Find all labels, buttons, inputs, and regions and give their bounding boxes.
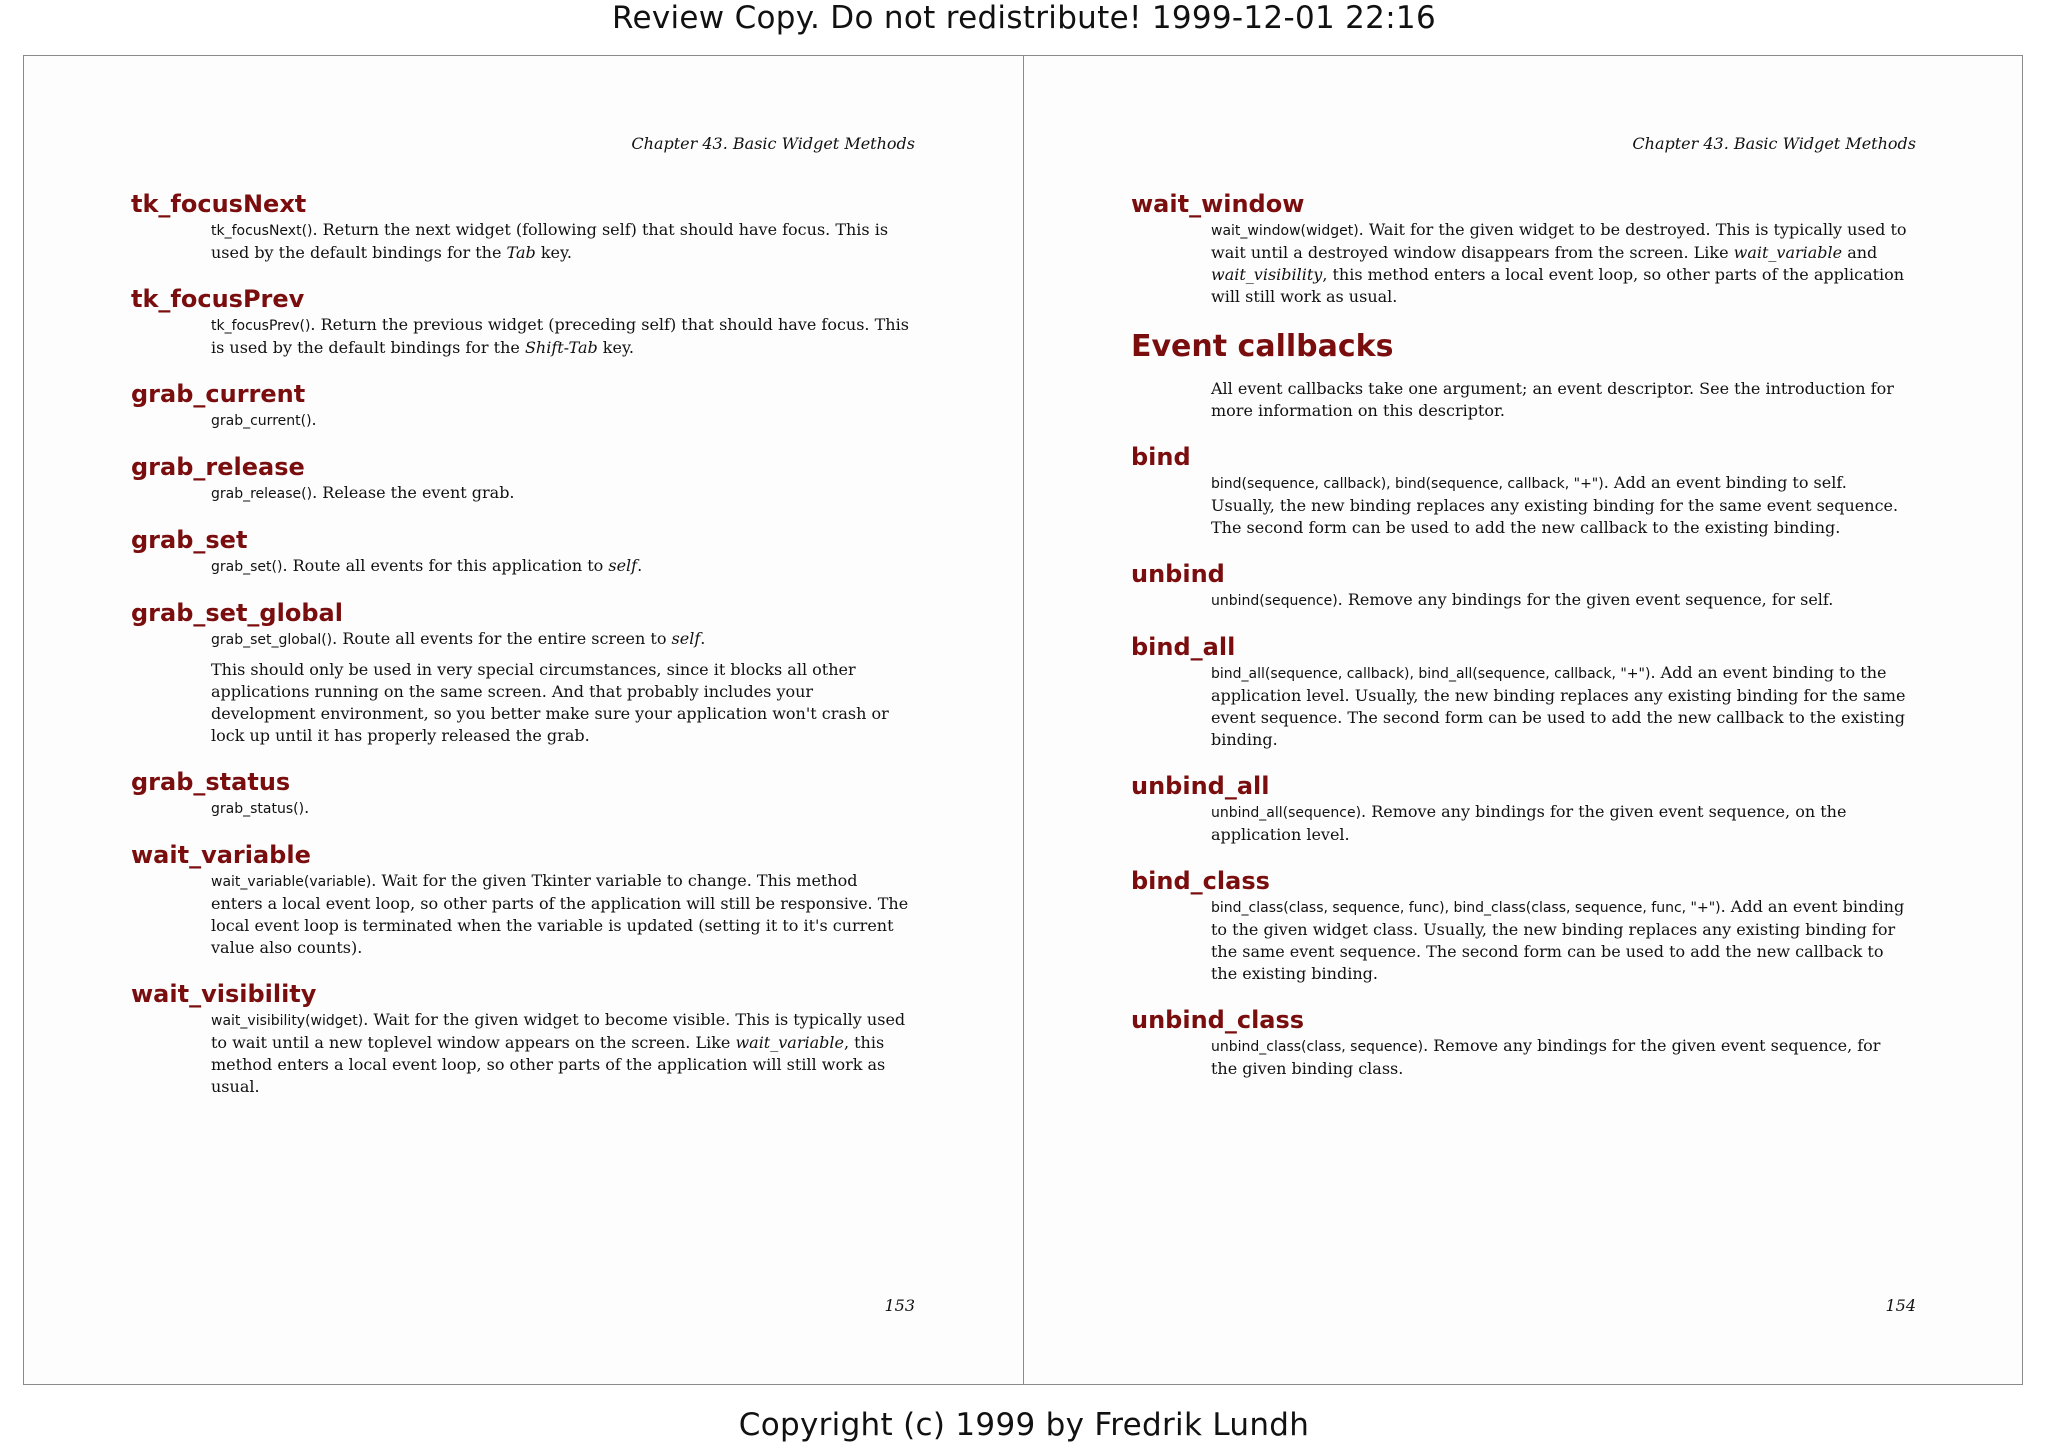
- section-title: tk_focusNext: [131, 190, 307, 218]
- method-signature: grab_current(): [211, 413, 312, 429]
- method-signature: wait_variable(variable): [211, 874, 372, 890]
- section-body: grab_set_global(). Route all events for the entire screen to self.: [211, 629, 706, 648]
- section-title: wait_window: [1131, 190, 1305, 218]
- section-body: wait_variable(variable). Wait for the given Tkinter variable to change. This method enters a local event loop, so other parts of the application will still be responsive. The local event loop is terminated when the variable is updated (setting it to it's current value also counts).: [211, 871, 909, 957]
- method-signature: bind_all(sequence, callback), bind_all(sequence, callback, "+"): [1211, 666, 1651, 682]
- chapter-header: Chapter 43. Basic Widget Methods: [631, 134, 915, 153]
- section-body: wait_visibility(widget). Wait for the given widget to become visible. This is typically used to wait until a new toplevel window appears on the screen. Like wait_variable, this method enters a local event loop, so other parts of the application will still work as usual.: [211, 1010, 906, 1096]
- section-body: grab_status().: [211, 798, 310, 817]
- method-signature: grab_status(): [211, 801, 305, 817]
- section-title: grab_release: [131, 453, 305, 481]
- section-body: grab_release(). Release the event grab.: [211, 483, 515, 502]
- section-intro: All event callbacks take one argument; an event descriptor. See the introduction for more information on this descriptor.: [1211, 379, 1894, 420]
- page-content: [1131, 189, 1931, 1080]
- section-body: bind_class(class, sequence, func), bind_class(class, sequence, func, "+"). Add an event binding to the given widget class. Usually, the new binding replaces any existing binding for the same event sequence. The second form can be used to add the new callback to the existing binding.: [1211, 897, 1905, 983]
- section-body: unbind_class(class, sequence). Remove any bindings for the given event sequence, for the given binding class.: [1211, 1036, 1881, 1078]
- section-title: unbind_all: [1131, 772, 1270, 800]
- method-signature: unbind_all(sequence): [1211, 805, 1362, 821]
- method-signature: bind_class(class, sequence, func), bind_class(class, sequence, func, "+"): [1211, 900, 1721, 916]
- page-number: 153: [884, 1296, 915, 1315]
- chapter-header: Chapter 43. Basic Widget Methods: [1632, 134, 1916, 153]
- section-title: grab_set: [131, 526, 248, 554]
- section-title: wait_variable: [131, 841, 311, 869]
- section-body: bind(sequence, callback), bind(sequence, callback, "+"). Add an event binding to self. Usually, the new binding replaces any existing binding for the same event sequence. The second form can be used to add the new callback to the existing binding.: [1211, 473, 1899, 537]
- section-body: grab_current().: [211, 410, 317, 429]
- section-title: unbind_class: [1131, 1006, 1305, 1034]
- page-153: [24, 56, 1024, 1384]
- section-title: grab_set_global: [131, 599, 343, 627]
- section-note: This should only be used in very special circumstances, since it blocks all other applications running on the same screen. And that probably includes your development environment, so you better make sure your application won't crash or lock up until it has properly released the grab.: [211, 660, 889, 745]
- section-title: grab_status: [131, 768, 291, 796]
- book-spread: [23, 55, 2023, 1385]
- section-body: tk_focusNext(). Return the next widget (following self) that should have focus. This is used by the default bindings for the Tab key.: [211, 220, 889, 262]
- method-signature: unbind(sequence): [1211, 593, 1338, 609]
- copyright-banner: Copyright (c) 1999 by Fredrik Lundh: [738, 1407, 1310, 1443]
- method-signature: tk_focusPrev(): [211, 318, 311, 334]
- method-signature: grab_set_global(): [211, 632, 333, 648]
- section-body: unbind_all(sequence). Remove any bindings for the given event sequence, on the application level.: [1211, 802, 1847, 844]
- section-title: bind_class: [1131, 867, 1270, 895]
- review-copy-banner: Review Copy. Do not redistribute! 1999-12-01 22:16: [612, 0, 1436, 36]
- section-title: bind: [1131, 443, 1191, 471]
- section-title: bind_all: [1131, 633, 1236, 661]
- method-signature: grab_release(): [211, 486, 313, 502]
- section-title: tk_focusPrev: [131, 285, 305, 313]
- method-signature: unbind_class(class, sequence): [1211, 1039, 1424, 1055]
- section-body: tk_focusPrev(). Return the previous widget (preceding self) that should have focus. This is used by the default bindings for the Shift-Tab key.: [211, 315, 909, 357]
- section-body: grab_set(). Route all events for this application to self.: [211, 556, 643, 575]
- section-title: wait_visibility: [131, 980, 317, 1008]
- section-body: wait_window(widget). Wait for the given widget to be destroyed. This is typically used to wait until a destroyed window disappears from the screen. Like wait_variable and wait_visibility, this method enters a local event loop, so other parts of the application will still work as usual.: [1211, 220, 1907, 306]
- method-signature: tk_focusNext(): [211, 223, 313, 239]
- method-signature: bind(sequence, callback), bind(sequence, callback, "+"): [1211, 476, 1604, 492]
- section-title: grab_current: [131, 380, 306, 408]
- page-content: [131, 189, 931, 1098]
- method-signature: grab_set(): [211, 559, 283, 575]
- section-body: bind_all(sequence, callback), bind_all(sequence, callback, "+"). Add an event binding to the application level. Usually, the new binding replaces any existing binding for the same event sequence. The second form can be used to add the new callback to the existing binding.: [1211, 663, 1906, 749]
- chapter-section-heading: Event callbacks: [1131, 329, 1394, 364]
- section-title: unbind: [1131, 560, 1225, 588]
- page-number: 154: [1885, 1296, 1916, 1315]
- method-signature: wait_visibility(widget): [211, 1013, 364, 1029]
- section-body: unbind(sequence). Remove any bindings for the given event sequence, for self.: [1211, 590, 1834, 609]
- method-signature: wait_window(widget): [1211, 223, 1359, 239]
- page-154: [1024, 56, 2024, 1384]
